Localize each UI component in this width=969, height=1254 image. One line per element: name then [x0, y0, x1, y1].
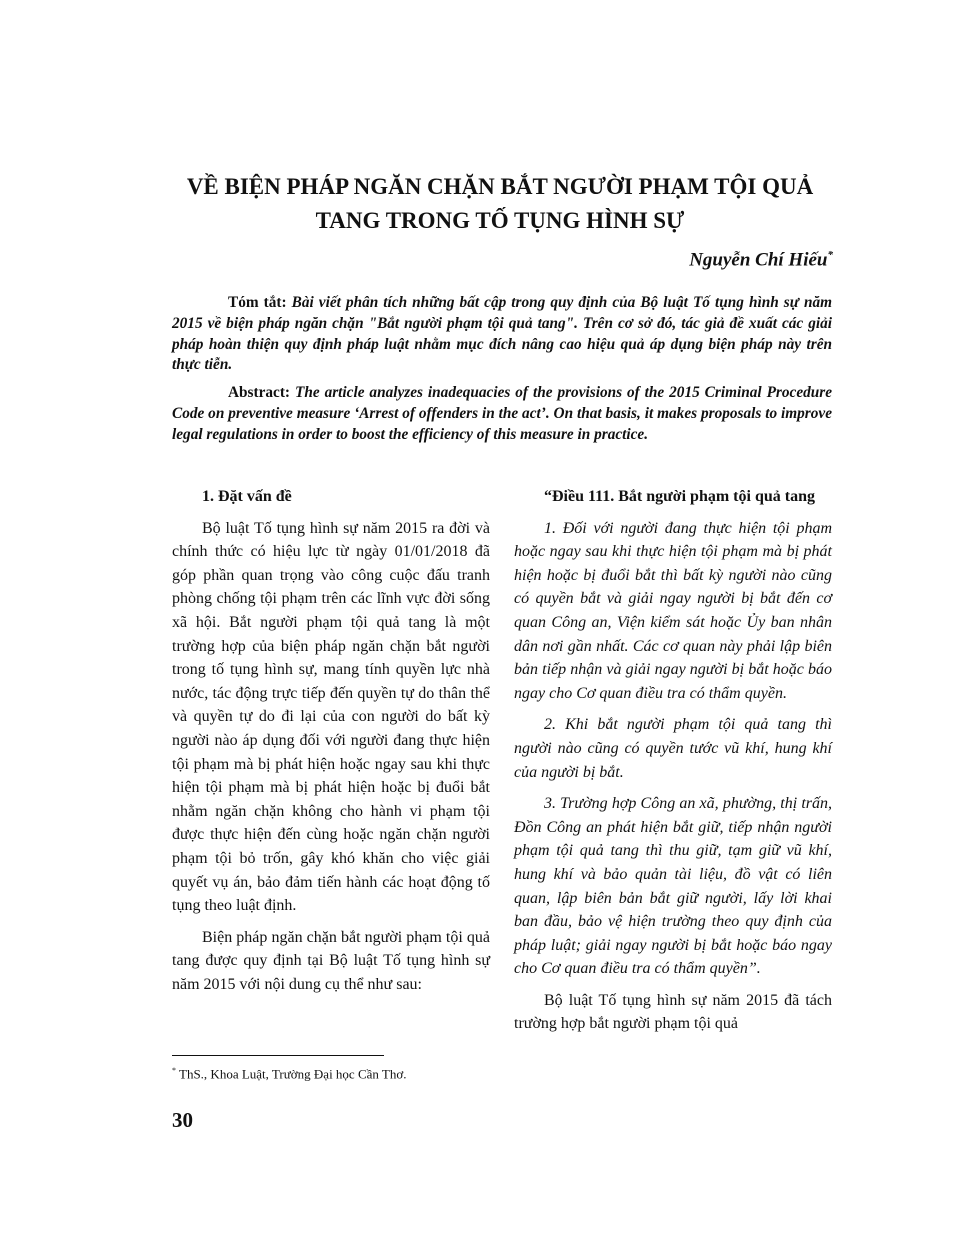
left-paragraph-2: Biện pháp ngăn chặn bắt người phạm tội quả tang được quy định tại Bộ luật Tố tụng hình sự năm 2015 với nội dung cụ thể như sau: [172, 928, 490, 993]
english-abstract [172, 383, 832, 445]
left-paragraph-1: Bộ luật Tố tụng hình sự năm 2015 ra đời và chính thức có hiệu lực từ ngày 01/01/2018 đã góp phần quan trọng vào công cuộc đấu tranh phòng chống tội phạm trên các lĩnh vực đời sống xã hội. Bắt người phạm tội quả tang là một trường hợp của biện pháp ngăn chặn bắt người trong tố tụng hình sự, mang tính quyền lực nhà nước, tác động trực tiếp đến quyền tự do thân thể và quyền tự do đi lại của con người do bất kỳ người nào áp dụng đối với người đang thực hiện tội phạm mà bị phát hiện hoặc ngay sau khi thực hiện tội phạm mà bị phát hiện hoặc bị đuổi bắt nhằm ngăn chặn không cho hành vi phạm tội được thực hiện đến cùng hoặc ngăn chặn người phạm tội bỏ trốn, gây khó khăn cho việc giải quyết vụ án, bảo đảm tiến hành các hoạt động tố tụng theo luật định. [172, 519, 490, 915]
summary-en-text: The article analyzes inadequacies of the provisions of the 2015 Criminal Procedure Code on preventive measure ‘Arrest of offenders in the act’. On that basis, it makes proposals to improve legal regulations in order to boost the efficiency of this measure in practice. [172, 384, 833, 443]
clause-1: 1. Đối với người đang thực hiện tội phạm hoặc ngay sau khi thực hiện tội phạm mà bị phát hiện hoặc bị đuổi bắt thì bất kỳ người nào cũng có quyền bắt và giải ngay người bị bắt đến cơ quan Công an, Viện kiểm sát hoặc Ủy ban nhân dân nơi gần nhất. Các cơ quan này phải lập biên bản tiếp nhận và giải ngay người bị bắt hoặc báo ngay cho Cơ quan điều tra có thẩm quyền. [514, 519, 832, 702]
clause-2: 2. Khi bắt người phạm tội quả tang thì người nào cũng có quyền tước vũ khí, hung khí của người bị bắt. [514, 716, 832, 781]
article-111-title: “Điều 111. Bắt người phạm tội quả tang [544, 488, 815, 505]
left-column [172, 485, 490, 1004]
right-paragraph-after: Bộ luật Tố tụng hình sự năm 2015 đã tách trường hợp bắt người phạm tội quả [514, 991, 832, 1033]
section-heading: 1. Đặt vấn đề [202, 488, 292, 505]
footnote-mark: * [172, 1066, 176, 1075]
title-line-2: TANG TRONG TỐ TỤNG HÌNH SỰ [315, 208, 685, 233]
author-footnote-mark: * [827, 249, 833, 261]
summary-en-label: Abstract: [228, 384, 291, 401]
page-number: 30 [172, 1108, 193, 1132]
summary-vi-label: Tóm tắt: [228, 294, 287, 311]
title-line-1: VỀ BIỆN PHÁP NGĂN CHẶN BẮT NGƯỜI PHẠM TỘI QUẢ [186, 174, 814, 199]
footnote-divider [172, 1055, 384, 1056]
footnote-text: ThS., Khoa Luật, Trường Đại học Cần Thơ. [176, 1066, 407, 1082]
author-text: Nguyễn Chí Hiếu [689, 249, 828, 271]
footnote [172, 1066, 406, 1082]
article-title [150, 170, 850, 238]
author-name [689, 249, 833, 271]
summary-vi-text: Bài viết phân tích những bất cập trong quy định của Bộ luật Tố tụng hình sự năm 2015 về biện pháp ngăn chặn "Bắt người phạm tội quả tang". Trên cơ sở đó, tác giả đề xuất các giải pháp hoàn thiện quy định pháp luật nhằm mục đích nâng cao hiệu quả áp dụng biện pháp này trên thực tiễn. [172, 294, 833, 374]
vietnamese-summary [172, 293, 832, 376]
right-column [514, 485, 832, 1044]
clause-3: 3. Trường hợp Công an xã, phường, thị trấn, Đồn Công an phát hiện bắt giữ, tiếp nhận người phạm tội quả tang thì thu giữ, tạm giữ vũ khí, hung khí và bảo quản tài liệu, đồ vật có liên quan, lập biên bản bắt giữ người, lấy lời khai ban đầu, bảo vệ hiện trường theo quy định của pháp luật; giải ngay người bị bắt hoặc báo ngay cho Cơ quan điều tra có thẩm quyền”. [514, 795, 832, 978]
